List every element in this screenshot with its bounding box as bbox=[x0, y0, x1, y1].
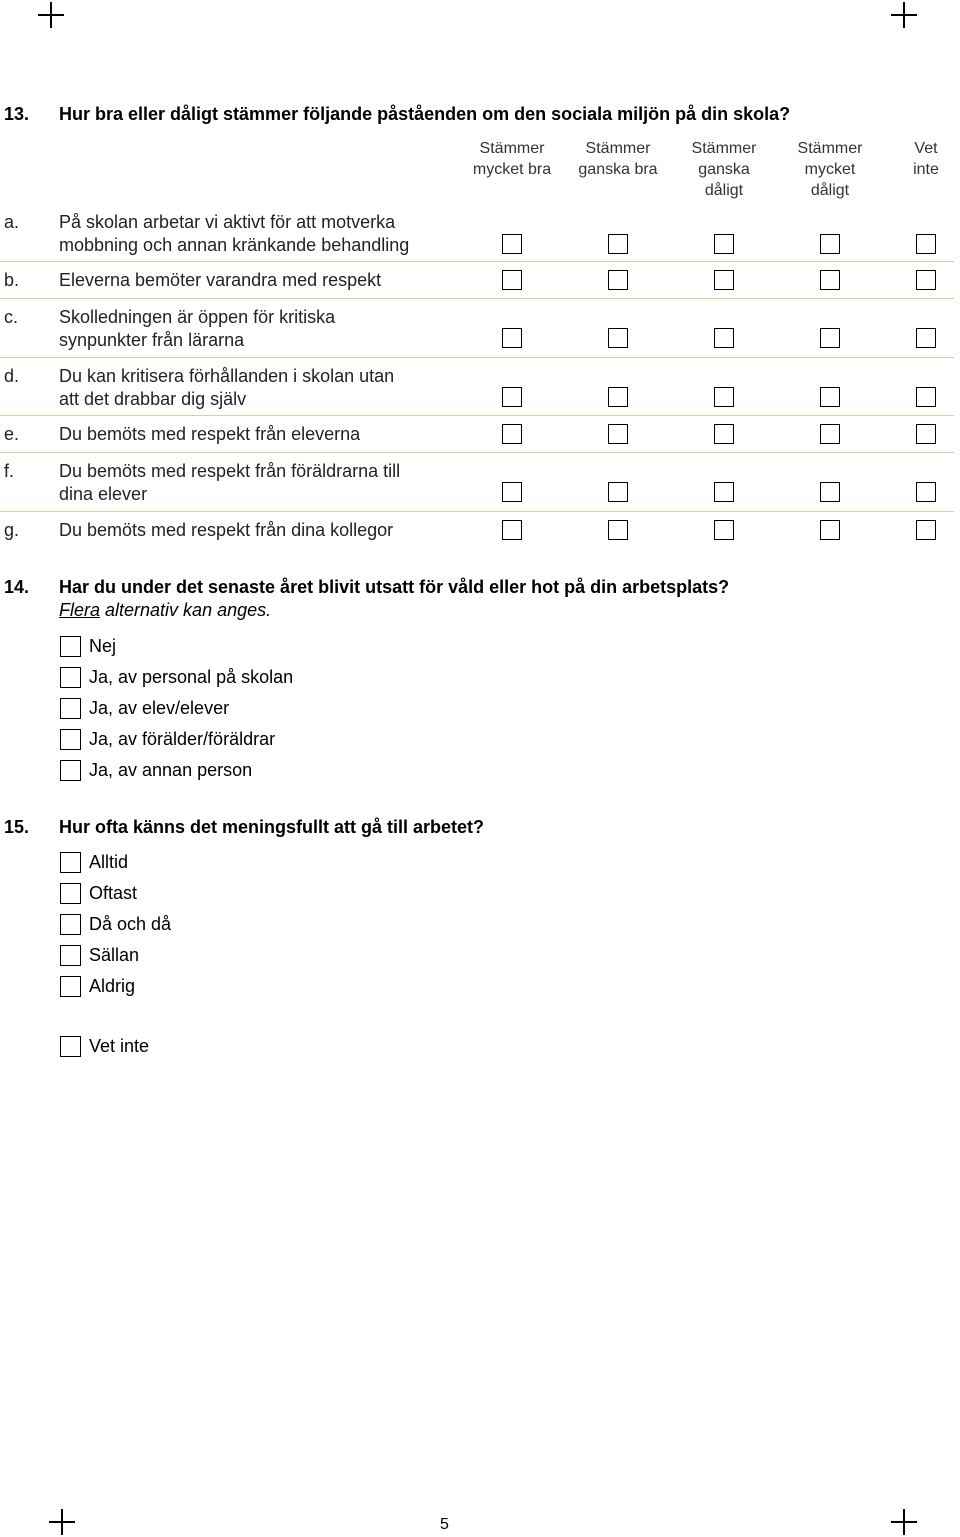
registration-mark-bottom-right bbox=[891, 1509, 917, 1535]
row-divider bbox=[0, 511, 954, 512]
option-label: Ja, av förälder/föräldrar bbox=[89, 729, 276, 749]
row-divider bbox=[0, 261, 954, 262]
row-text: Skolledningen är öppen för kritiska synpunkter från lärarna bbox=[59, 307, 336, 350]
registration-mark-bottom-left bbox=[49, 1509, 75, 1535]
row-letter: a. bbox=[4, 212, 20, 232]
checkbox-e-2[interactable] bbox=[608, 424, 628, 444]
checkbox-d-3[interactable] bbox=[714, 387, 734, 407]
question-13-number: 13. bbox=[4, 104, 30, 124]
row-letter: g. bbox=[4, 520, 20, 540]
checkbox-f-2[interactable] bbox=[608, 482, 628, 502]
row-text: Du kan kritisera förhållanden i skolan utan att det drabbar dig själv bbox=[59, 366, 395, 409]
option-checkbox-personal[interactable] bbox=[60, 667, 81, 688]
checkbox-f-4[interactable] bbox=[820, 482, 840, 502]
row-divider bbox=[0, 415, 954, 416]
checkbox-a-3[interactable] bbox=[714, 234, 734, 254]
registration-mark-top-left bbox=[38, 2, 64, 28]
page-number: 5 bbox=[440, 1516, 449, 1533]
checkbox-f-5[interactable] bbox=[916, 482, 936, 502]
option-checkbox-alltid[interactable] bbox=[60, 852, 81, 873]
row-divider bbox=[0, 357, 954, 358]
option-checkbox-da-och-da[interactable] bbox=[60, 914, 81, 935]
row-text: Du bemöts med respekt från eleverna bbox=[59, 424, 361, 444]
column-header-2: Stämmer ganska bra bbox=[578, 140, 658, 178]
column-header-5: Vet inte bbox=[913, 140, 939, 178]
checkbox-c-5[interactable] bbox=[916, 328, 936, 348]
column-header-1: Stämmer mycket bra bbox=[472, 140, 552, 178]
checkbox-g-5[interactable] bbox=[916, 520, 936, 540]
option-checkbox-nej[interactable] bbox=[60, 636, 81, 657]
checkbox-b-2[interactable] bbox=[608, 270, 628, 290]
row-letter: e. bbox=[4, 424, 20, 444]
checkbox-f-1[interactable] bbox=[502, 482, 522, 502]
option-checkbox-annan[interactable] bbox=[60, 760, 81, 781]
option-label: Ja, av annan person bbox=[89, 760, 253, 780]
column-header-3: Stämmer ganska dåligt bbox=[691, 140, 757, 199]
row-divider bbox=[0, 298, 954, 299]
checkbox-g-2[interactable] bbox=[608, 520, 628, 540]
checkbox-e-5[interactable] bbox=[916, 424, 936, 444]
option-checkbox-foralder[interactable] bbox=[60, 729, 81, 750]
checkbox-e-1[interactable] bbox=[502, 424, 522, 444]
option-label: Alltid bbox=[89, 852, 129, 872]
checkbox-d-1[interactable] bbox=[502, 387, 522, 407]
checkbox-a-2[interactable] bbox=[608, 234, 628, 254]
checkbox-d-5[interactable] bbox=[916, 387, 936, 407]
option-checkbox-sallan[interactable] bbox=[60, 945, 81, 966]
checkbox-f-3[interactable] bbox=[714, 482, 734, 502]
option-label: Vet inte bbox=[89, 1036, 150, 1056]
option-label: Nej bbox=[89, 636, 117, 656]
checkbox-a-1[interactable] bbox=[502, 234, 522, 254]
checkbox-c-1[interactable] bbox=[502, 328, 522, 348]
option-label: Sällan bbox=[89, 945, 140, 965]
checkbox-d-2[interactable] bbox=[608, 387, 628, 407]
checkbox-g-3[interactable] bbox=[714, 520, 734, 540]
question-14-instruction: Flera alternativ kan anges. bbox=[59, 600, 272, 620]
row-letter: c. bbox=[4, 307, 19, 327]
option-label: Ja, av elev/elever bbox=[89, 698, 230, 718]
checkbox-g-4[interactable] bbox=[820, 520, 840, 540]
column-header-4: Stämmer mycket dåligt bbox=[797, 140, 863, 199]
registration-mark-top-right bbox=[891, 2, 917, 28]
checkbox-b-1[interactable] bbox=[502, 270, 522, 290]
row-divider bbox=[0, 452, 954, 453]
row-letter: b. bbox=[4, 270, 20, 290]
checkbox-a-4[interactable] bbox=[820, 234, 840, 254]
checkbox-b-4[interactable] bbox=[820, 270, 840, 290]
checkbox-c-2[interactable] bbox=[608, 328, 628, 348]
option-checkbox-elev[interactable] bbox=[60, 698, 81, 719]
option-label: Ja, av personal på skolan bbox=[89, 667, 294, 687]
checkbox-g-1[interactable] bbox=[502, 520, 522, 540]
question-13-title: Hur bra eller dåligt stämmer följande påståenden om den sociala miljön på din skola? bbox=[59, 104, 791, 124]
question-15-number: 15. bbox=[4, 817, 30, 837]
question-14-title: Har du under det senaste året blivit utsatt för våld eller hot på din arbetsplats? bbox=[59, 577, 730, 597]
checkbox-e-4[interactable] bbox=[820, 424, 840, 444]
checkbox-d-4[interactable] bbox=[820, 387, 840, 407]
row-text: På skolan arbetar vi aktivt för att motverka mobbning och annan kränkande behandling bbox=[59, 212, 410, 255]
checkbox-c-4[interactable] bbox=[820, 328, 840, 348]
row-text: Du bemöts med respekt från dina kollegor bbox=[59, 520, 394, 540]
checkbox-a-5[interactable] bbox=[916, 234, 936, 254]
row-text: Eleverna bemöter varandra med respekt bbox=[59, 270, 382, 290]
checkbox-c-3[interactable] bbox=[714, 328, 734, 348]
option-checkbox-vet-inte[interactable] bbox=[60, 1036, 81, 1057]
option-label: Då och då bbox=[89, 914, 172, 934]
option-checkbox-oftast[interactable] bbox=[60, 883, 81, 904]
option-checkbox-aldrig[interactable] bbox=[60, 976, 81, 997]
option-label: Oftast bbox=[89, 883, 138, 903]
row-text: Du bemöts med respekt från föräldrarna till dina elever bbox=[59, 461, 401, 504]
checkbox-b-3[interactable] bbox=[714, 270, 734, 290]
option-label: Aldrig bbox=[89, 976, 136, 996]
checkbox-b-5[interactable] bbox=[916, 270, 936, 290]
row-letter: d. bbox=[4, 366, 20, 386]
question-15-title: Hur ofta känns det meningsfullt att gå till arbetet? bbox=[59, 817, 485, 837]
checkbox-e-3[interactable] bbox=[714, 424, 734, 444]
question-14-number: 14. bbox=[4, 577, 30, 597]
row-letter: f. bbox=[4, 461, 15, 481]
